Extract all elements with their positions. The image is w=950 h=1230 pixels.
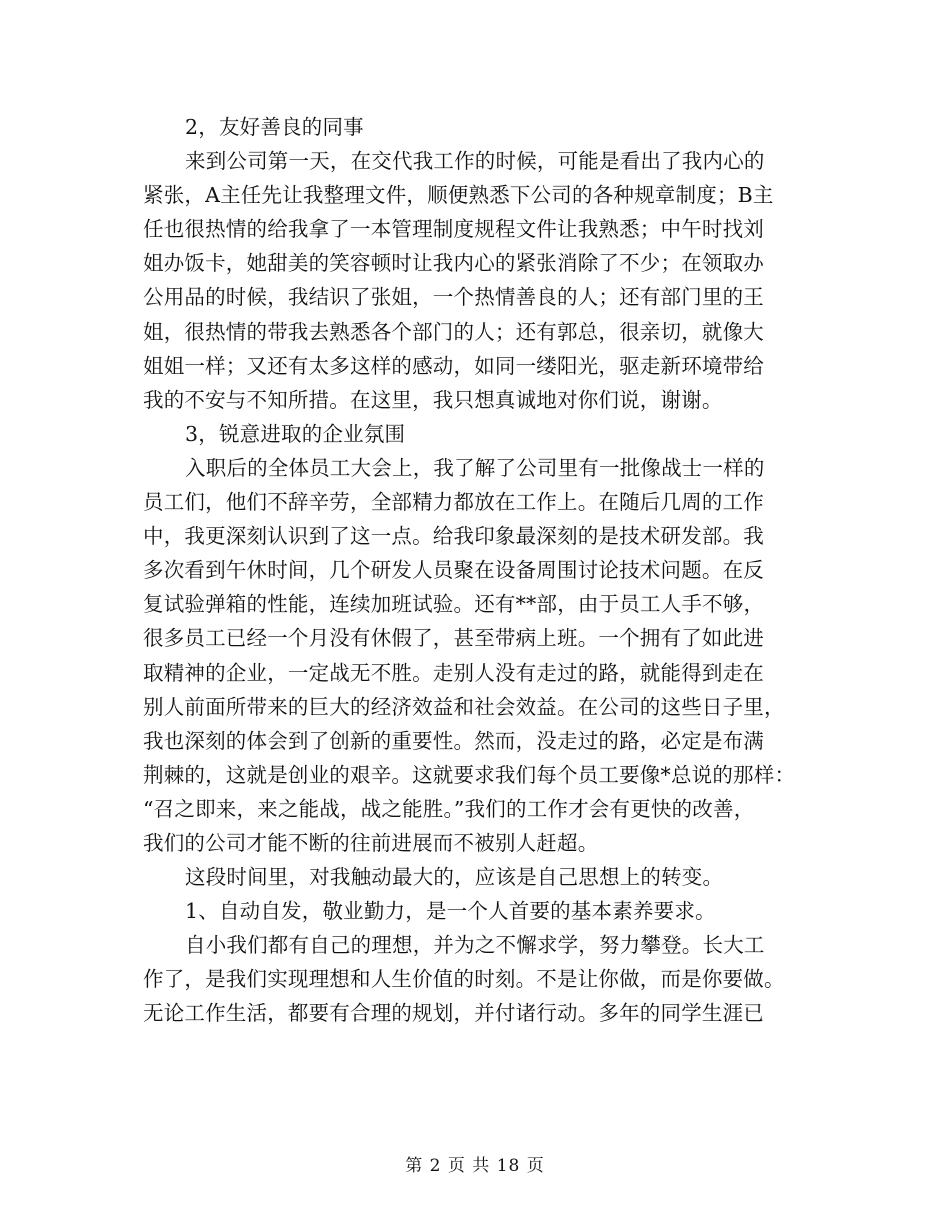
text-line: 别人前面所带来的巨大的经济效益和社会效益。在公司的这些日子里， (143, 694, 785, 719)
text-line: 多次看到午休时间，几个研发人员聚在设备周围讨论技术问题。在反 (143, 558, 764, 583)
paragraph (143, 144, 803, 417)
text-line: 紧张，A主任先让我整理文件，顺便熟悉下公司的各种规章制度；B主 (143, 183, 774, 208)
text-line: 中，我更深刻认识到了这一点。给我印象最深刻的是技术研发部。我 (143, 524, 764, 549)
text-line: 2，友好善良的同事 (185, 115, 364, 139)
text-line: 无论工作生活，都要有合理的规划，并付诸行动。多年的同学生涯已 (143, 1001, 764, 1026)
paragraph (143, 451, 803, 860)
text-line: 作了，是我们实现理想和人生价值的时刻。不是让你做，而是你要做。 (143, 967, 785, 992)
paragraph (143, 417, 803, 451)
document-body (143, 110, 803, 1031)
text-line: 自小我们都有自己的理想，并为之不懈求学，努力攀登。长大工 (185, 933, 765, 958)
text-line: 取精神的企业，一定战无不胜。走别人没有走过的路，就能得到走在 (143, 660, 764, 685)
text-line: 任也很热情的给我拿了一本管理制度规程文件让我熟悉；中午时找刘 (143, 217, 764, 242)
text-line: 姐办饭卡，她甜美的笑容顿时让我内心的紧张消除了不少；在领取办 (143, 251, 764, 276)
text-line: 来到公司第一天，在交代我工作的时候，可能是看出了我内心的 (185, 149, 765, 174)
text-line: “召之即来，来之能战，战之能胜。”我们的工作才会有更快的改善， (143, 796, 755, 821)
text-line: 很多员工已经一个月没有休假了，甚至带病上班。一个拥有了如此进 (143, 626, 764, 651)
text-line: 员工们，他们不辞辛劳，全部精力都放在工作上。在随后几周的工作 (143, 490, 764, 515)
paragraph (143, 860, 803, 894)
text-line: 复试验弹箱的性能，连续加班试验。还有**部，由于员工人手不够， (143, 592, 765, 617)
page-footer: 第 2 页 共 18 页 (405, 1156, 545, 1176)
text-line: 3，锐意进取的企业氛围 (185, 421, 406, 446)
text-line: 荆棘的，这就是创业的艰辛。这就要求我们每个员工要像*总说的那样： (143, 762, 796, 787)
text-line: 我们的公司才能不断的往前进展而不被别人赶超。 (143, 830, 599, 855)
paragraph (143, 894, 803, 928)
text-line: 1、自动自发，敬业勤力，是一个人首要的基本素养要求。 (185, 899, 716, 924)
text-line: 姐姐一样；又还有太多这样的感动，如同一缕阳光，驱走新环境带给 (143, 353, 764, 378)
paragraph (143, 928, 803, 1030)
paragraph (143, 110, 803, 144)
text-line: 公用品的时候，我结识了张姐，一个热情善良的人；还有部门里的王 (143, 285, 764, 310)
text-line: 我的不安与不知所措。在这里，我只想真诚地对你们说，谢谢。 (143, 387, 723, 412)
text-line: 姐，很热情的带我去熟悉各个部门的人；还有郭总，很亲切，就像大 (143, 319, 764, 344)
text-line: 入职后的全体员工大会上，我了解了公司里有一批像战士一样的 (185, 455, 765, 480)
text-line: 我也深刻的体会到了创新的重要性。然而，没走过的路，必定是布满 (143, 728, 764, 753)
text-line: 这段时间里，对我触动最大的，应该是自己思想上的转变。 (185, 865, 724, 890)
